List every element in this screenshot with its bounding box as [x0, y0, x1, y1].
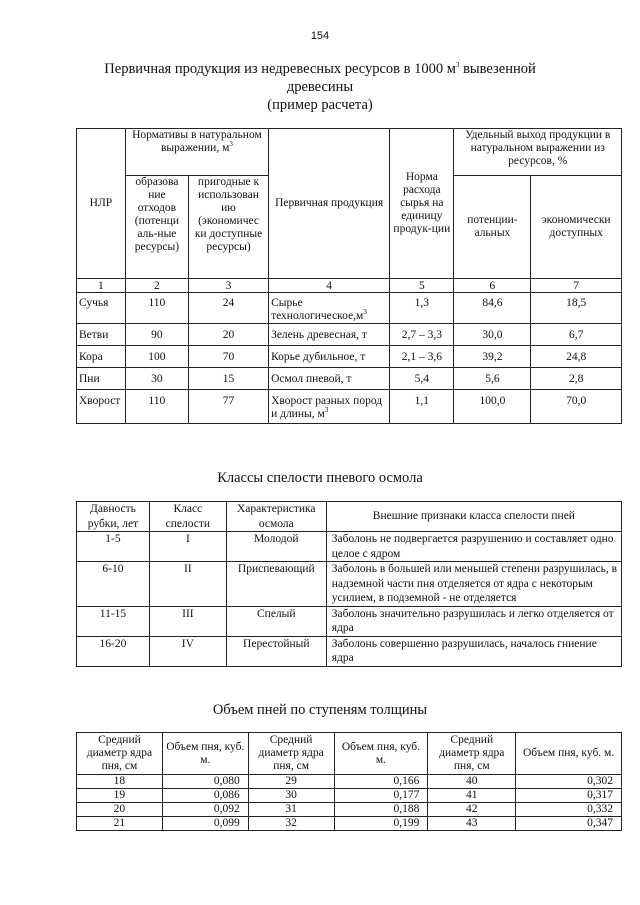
- column-number: 7: [531, 279, 622, 293]
- header-class: Класс спелости: [149, 502, 226, 532]
- header-diameter: Средний диаметр ядра пня, см: [77, 733, 163, 775]
- diameter-cell: 42: [428, 803, 516, 817]
- diameter-cell: 19: [77, 789, 163, 803]
- class-cell: II: [149, 562, 226, 607]
- product-cell: Корье дубильное, т: [269, 346, 390, 368]
- diameter-cell: 40: [428, 775, 516, 789]
- age-cell: 1-5: [77, 532, 150, 562]
- volume-cell: 0,317: [516, 789, 622, 803]
- nlr-cell: Хворост: [77, 390, 126, 424]
- table-row: [77, 368, 622, 390]
- potential-cell: 39,2: [454, 346, 531, 368]
- product-cell: Хворост разных пород и длины, $м^3$: [269, 390, 390, 424]
- diameter-cell: 31: [248, 803, 334, 817]
- formed-cell: 30: [125, 368, 188, 390]
- header-age: Давность рубки, лет: [77, 502, 150, 532]
- volume-cell: 0,166: [334, 775, 428, 789]
- volume-cell: 0,092: [162, 803, 248, 817]
- header-usable: пригодные к использован ию (экономичес ки доступные ресурсы): [189, 176, 269, 279]
- column-number: 2: [125, 279, 188, 293]
- header-norms: Нормативы в натуральном выражении, $м^3$: [125, 129, 268, 176]
- nlr-cell: Ветви: [77, 324, 126, 346]
- table-row: [77, 636, 622, 666]
- economic-cell: 6,7: [531, 324, 622, 346]
- character-cell: Молодой: [226, 532, 326, 562]
- header-diameter: Средний диаметр ядра пня, см: [428, 733, 516, 775]
- table-row: [77, 324, 622, 346]
- usable-cell: 15: [189, 368, 269, 390]
- usable-cell: 70: [189, 346, 269, 368]
- header-signs: Внешние признаки класса спелости пней: [326, 502, 621, 532]
- signs-cell: Заболонь не подвергается разрушению и составляет одно целое с ядром: [326, 532, 621, 562]
- potential-cell: 30,0: [454, 324, 531, 346]
- volume-cell: 0,199: [334, 817, 428, 831]
- volume-cell: 0,188: [334, 803, 428, 817]
- usable-cell: 24: [189, 293, 269, 324]
- diameter-cell: 30: [248, 789, 334, 803]
- age-cell: 6-10: [77, 562, 150, 607]
- nlr-cell: Кора: [77, 346, 126, 368]
- product-cell: Зелень древесная, т: [269, 324, 390, 346]
- table3-title: Объем пней по ступеням толщины: [212, 702, 428, 718]
- diameter-cell: 43: [428, 817, 516, 831]
- usable-cell: 20: [189, 324, 269, 346]
- volume-cell: 0,099: [162, 817, 248, 831]
- diameter-cell: 18: [77, 775, 163, 789]
- table2-title: Классы спелости пневого осмола: [217, 470, 423, 486]
- norm-cell: 2,7 – 3,3: [390, 324, 454, 346]
- header-potential: потенции-альных: [454, 176, 531, 279]
- age-cell: 11-15: [77, 606, 150, 636]
- header-volume: Объем пня, куб. м.: [162, 733, 248, 775]
- volume-cell: 0,086: [162, 789, 248, 803]
- header-character: Характеристика осмола: [226, 502, 326, 532]
- header-diameter: Средний диаметр ядра пня, см: [248, 733, 334, 775]
- column-number: 5: [390, 279, 454, 293]
- diameter-cell: 29: [248, 775, 334, 789]
- volume-cell: 0,332: [516, 803, 622, 817]
- economic-cell: 24,8: [531, 346, 622, 368]
- signs-cell: Заболонь значительно разрушилась и легко отделяется от ядра: [326, 606, 621, 636]
- norm-cell: 5,4: [390, 368, 454, 390]
- primary-products-table: [76, 128, 622, 424]
- table1-title-line3: (пример расчета): [267, 97, 373, 113]
- economic-cell: 18,5: [531, 293, 622, 324]
- economic-cell: 70,0: [531, 390, 622, 424]
- product-cell: Осмол пневой, т: [269, 368, 390, 390]
- ripeness-classes-table: [76, 501, 622, 667]
- table-row: [77, 789, 622, 803]
- formed-cell: 110: [125, 390, 188, 424]
- volume-cell: 0,347: [516, 817, 622, 831]
- table-row: [77, 775, 622, 789]
- diameter-cell: 41: [428, 789, 516, 803]
- potential-cell: 5,6: [454, 368, 531, 390]
- table-row: [77, 293, 622, 324]
- table-row: [77, 390, 622, 424]
- column-number: 4: [269, 279, 390, 293]
- volume-cell: 0,177: [334, 789, 428, 803]
- character-cell: Приспевающий: [226, 562, 326, 607]
- nlr-cell: Пни: [77, 368, 126, 390]
- column-numbers-row: [77, 279, 622, 293]
- character-cell: Спелый: [226, 606, 326, 636]
- potential-cell: 84,6: [454, 293, 531, 324]
- signs-cell: Заболонь в большей или меньшей степени разрушилась, в надземной части пня отделяется от ядра с некоторым усилием, в подземной - не отделяется: [326, 562, 621, 607]
- header-primary-product: Первичная продукция: [269, 129, 390, 279]
- formed-cell: 90: [125, 324, 188, 346]
- table-row: [77, 532, 622, 562]
- header-yield: Удельный выход продукции в натуральном выражении из ресурсов, %: [454, 129, 622, 176]
- page-number: 154: [310, 30, 330, 42]
- economic-cell: 2,8: [531, 368, 622, 390]
- header-nlr: НЛР: [77, 129, 126, 279]
- column-number: 6: [454, 279, 531, 293]
- table1-title: [80, 60, 560, 114]
- header-volume: Объем пня, куб. м.: [516, 733, 622, 775]
- header-economic: экономически доступных: [531, 176, 622, 279]
- header-formed-waste: образова ние отходов (потенци аль-ные ресурсы): [125, 176, 188, 279]
- column-number: 1: [77, 279, 126, 293]
- table-row: [77, 562, 622, 607]
- norm-cell: 1,3: [390, 293, 454, 324]
- norm-cell: 2,1 – 3,6: [390, 346, 454, 368]
- volume-cell: 0,302: [516, 775, 622, 789]
- class-cell: III: [149, 606, 226, 636]
- stump-volume-table: [76, 732, 622, 831]
- header-volume: Объем пня, куб. м.: [334, 733, 428, 775]
- age-cell: 16-20: [77, 636, 150, 666]
- signs-cell: Заболонь совершенно разрушилась, началось гниение ядра: [326, 636, 621, 666]
- character-cell: Перестойный: [226, 636, 326, 666]
- product-cell: Сырье $технологическое,м^3$: [269, 293, 390, 324]
- table1-title-line2: древесины: [286, 79, 354, 95]
- class-cell: I: [149, 532, 226, 562]
- formed-cell: 110: [125, 293, 188, 324]
- table-row: [77, 346, 622, 368]
- usable-cell: 77: [189, 390, 269, 424]
- formed-cell: 100: [125, 346, 188, 368]
- class-cell: IV: [149, 636, 226, 666]
- table-row: [77, 606, 622, 636]
- diameter-cell: 21: [77, 817, 163, 831]
- nlr-cell: Сучья: [77, 293, 126, 324]
- norm-cell: 1,1: [390, 390, 454, 424]
- table-row: [77, 817, 622, 831]
- column-number: 3: [189, 279, 269, 293]
- potential-cell: 100,0: [454, 390, 531, 424]
- header-norm: Норма расхода сырья на единицу продук-ции: [390, 129, 454, 279]
- volume-cell: 0,080: [162, 775, 248, 789]
- diameter-cell: 32: [248, 817, 334, 831]
- table-row: [77, 803, 622, 817]
- table1-title-line1: Первичная продукция из недревесных ресурсов в 1000 $м^3$ вывезенной: [104, 61, 536, 77]
- diameter-cell: 20: [77, 803, 163, 817]
